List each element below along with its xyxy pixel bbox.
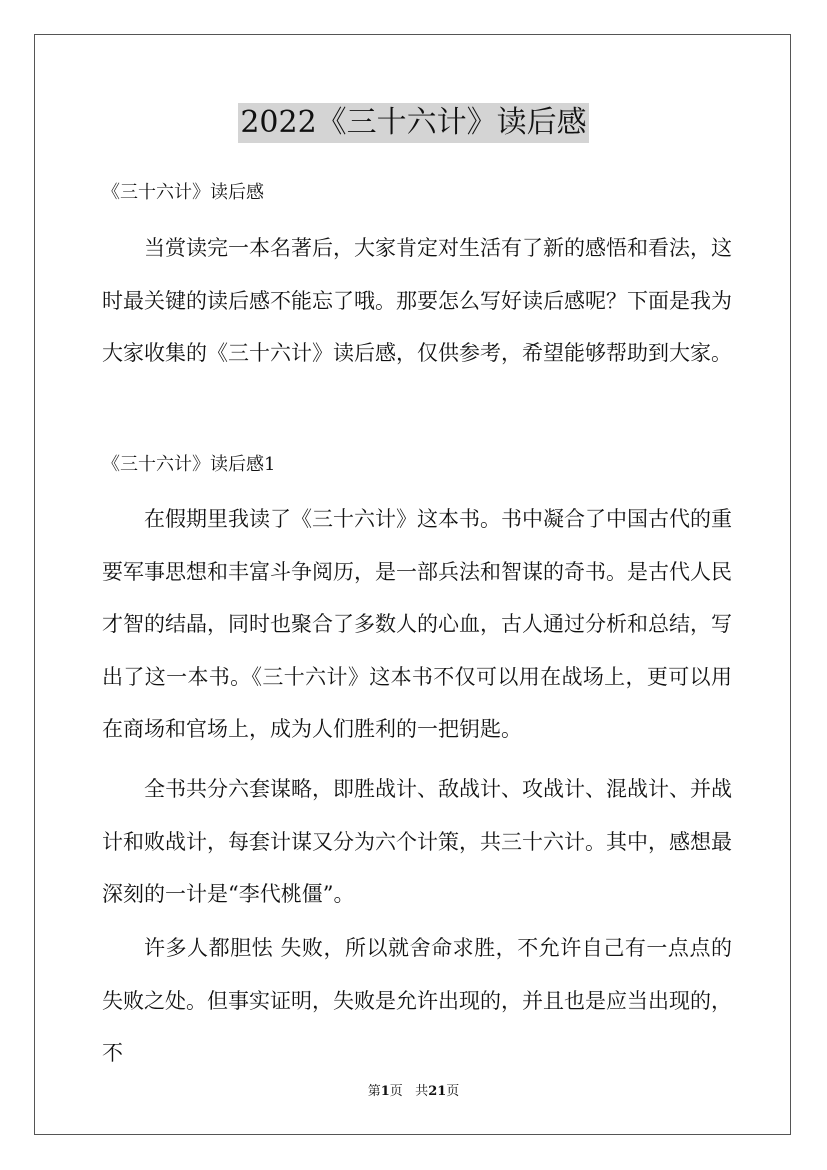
- section1-paragraph-1: 在假期里我读了《三十六计》这本书。书中凝合了中国古代的重要军事思想和丰富斗争阅历，是一部兵法和智谋的奇书。是古代人民才智的结晶，同时也聚合了多数人的心血，古人通过分析和总结，写出了这一本书。《三十六计》这本书不仅可以用在战场上，更可以用在商场和官场上，成为人们胜利的一把钥匙。: [102, 507, 732, 741]
- footer-total-suffix: 页: [446, 1084, 460, 1099]
- section1-paragraph-3: 许多人都胆怯 失败，所以就舍命求胜，不允许自己有一点点的失败之处。但事实证明，失败是允许出现的，并且也是应当出现的，不: [102, 936, 732, 1065]
- footer-page-suffix: 页: [389, 1084, 403, 1099]
- intro-heading: 《三十六计》读后感: [102, 182, 264, 203]
- title-container: [0, 103, 827, 143]
- section1-paragraph-2: 全书共分六套谋略，即胜战计、敌战计、攻战计、混战计、并战计和败战计，每套计谋又分为六个计策，共三十六计。其中，感想最深刻的一计是“李代桃僵”。: [102, 777, 732, 906]
- page-footer: [0, 1083, 827, 1101]
- footer-total-prefix: 共: [415, 1084, 429, 1099]
- footer-page-number: 1: [380, 1084, 390, 1099]
- footer-total-pages: 21: [428, 1084, 447, 1099]
- footer-page-prefix: 第: [367, 1084, 381, 1099]
- section1-heading: 《三十六计》读后感1: [102, 454, 276, 475]
- document-title: 2022《三十六计》读后感: [238, 103, 588, 143]
- intro-paragraph: 当赏读完一本名著后，大家肯定对生活有了新的感悟和看法，这时最关键的读后感不能忘了哦。那要怎么写好读后感呢？下面是我为大家收集的《三十六计》读后感，仅供参考，希望能够帮助到大家。: [102, 236, 732, 365]
